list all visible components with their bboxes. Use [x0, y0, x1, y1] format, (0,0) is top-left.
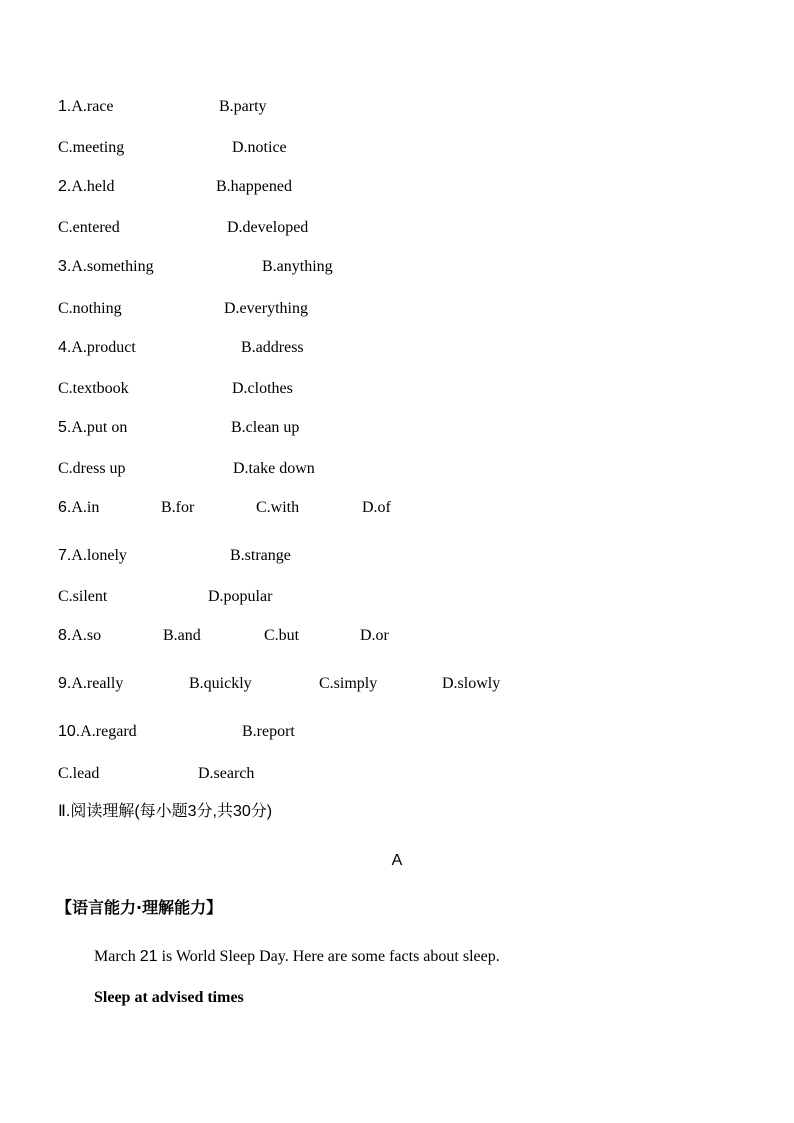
question-1-line-1 [58, 96, 267, 118]
option-c: C.but [264, 627, 300, 644]
option-c: C.meeting [58, 139, 125, 156]
option-a: A.race [71, 98, 114, 115]
option-b: B.strange [230, 547, 291, 564]
question-6-line-1 [58, 497, 391, 519]
question-3-line-1 [58, 256, 333, 278]
option-a: A.put on [71, 419, 128, 436]
passage-label: A [391, 852, 403, 869]
option-c: C.entered [58, 219, 120, 236]
option-a: A.really [71, 675, 124, 692]
option-d: D.clothes [232, 380, 293, 397]
question-2-line-1 [58, 176, 292, 198]
intro-number: 21 [139, 948, 158, 965]
question-number: 10. [58, 723, 81, 740]
option-c: C.silent [58, 588, 108, 605]
option-d: D.or [360, 627, 389, 644]
option-a: A.product [71, 339, 136, 356]
question-number: 2. [58, 178, 72, 195]
question-9-line-1 [58, 673, 501, 695]
option-b: B.quickly [189, 675, 252, 692]
question-number: 6. [58, 499, 72, 516]
option-d: D.of [362, 499, 391, 516]
option-c: C.textbook [58, 380, 129, 397]
section-title: Ⅱ.阅读理解(每小题3分,共30分) [58, 803, 273, 820]
question-10-line-1 [58, 721, 295, 743]
option-b: B.for [161, 499, 195, 516]
intro-text-before: March [94, 948, 140, 965]
option-a: A.something [71, 258, 154, 275]
intro-text-after: is World Sleep Day. Here are some facts about sleep. [157, 948, 500, 965]
option-c: C.simply [319, 675, 378, 692]
option-d: D.slowly [442, 675, 501, 692]
option-d: D.notice [232, 139, 287, 156]
option-a: A.in [71, 499, 100, 516]
option-a: A.so [71, 627, 102, 644]
option-b: B.report [242, 723, 295, 740]
option-b: B.clean up [231, 419, 300, 436]
option-b: B.address [241, 339, 304, 356]
question-number: 4. [58, 339, 72, 356]
question-number: 7. [58, 547, 72, 564]
question-number: 3. [58, 258, 72, 275]
option-b: B.happened [216, 178, 292, 195]
option-b: B.anything [262, 258, 333, 275]
option-d: D.popular [208, 588, 273, 605]
option-b: B.party [219, 98, 267, 115]
option-a: A.lonely [71, 547, 127, 564]
question-number: 8. [58, 627, 72, 644]
question-8-line-1 [58, 625, 389, 647]
option-d: D.developed [227, 219, 309, 236]
option-a: A.regard [80, 723, 137, 740]
option-d: D.search [198, 765, 255, 782]
question-number: 1. [58, 98, 72, 115]
option-c: C.dress up [58, 460, 126, 477]
question-number: 5. [58, 419, 72, 436]
question-7-line-1 [58, 545, 291, 567]
option-c: C.with [256, 499, 300, 516]
question-4-line-1 [58, 337, 304, 359]
option-a: A.held [71, 178, 115, 195]
ability-tag: 【语言能力·理解能力】 [56, 898, 223, 917]
option-c: C.nothing [58, 300, 122, 317]
question-number: 9. [58, 675, 72, 692]
question-5-line-1 [58, 417, 300, 439]
option-d: D.take down [233, 460, 315, 477]
subheading: Sleep at advised times [94, 989, 244, 1006]
option-c: C.lead [58, 765, 100, 782]
intro-paragraph [94, 946, 500, 968]
option-d: D.everything [224, 300, 308, 317]
option-b: B.and [163, 627, 201, 644]
